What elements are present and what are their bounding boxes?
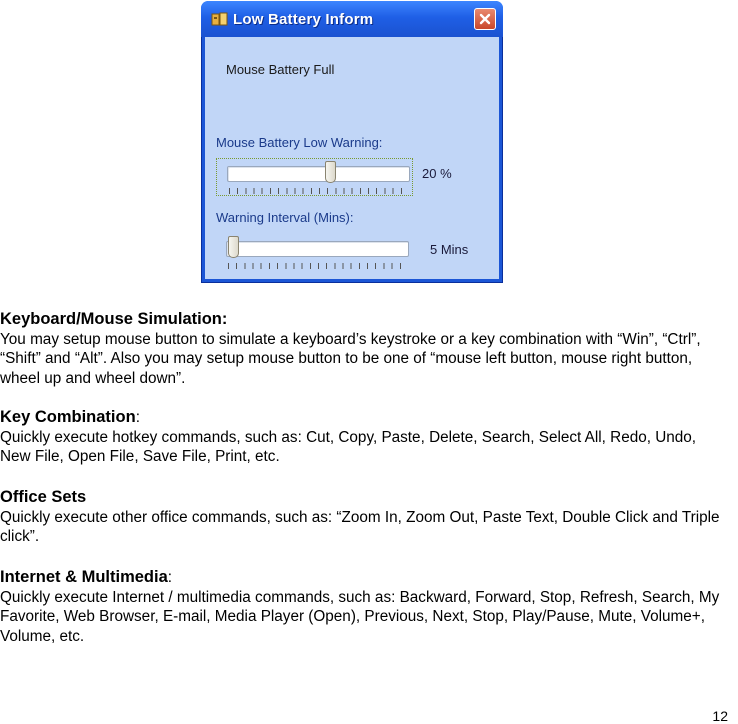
low-warning-label: Mouse Battery Low Warning: bbox=[216, 135, 383, 150]
slider-ticks bbox=[229, 188, 409, 194]
dialog-titlebar[interactable] bbox=[201, 1, 503, 37]
low-warning-value: 20 % bbox=[422, 166, 452, 181]
section-heading: Key Combination bbox=[0, 408, 136, 426]
section-body: Quickly execute Internet / multimedia commands, such as: Backward, Forward, Stop, Refresh, Search, My Favorite, Web Browser, E-mail, Media Player (Open), Previous, Next, Stop, Play/Pause, Mute, Volume+, Volume, etc. bbox=[0, 588, 720, 645]
slider-track bbox=[227, 166, 410, 182]
heading-colon: : bbox=[167, 569, 173, 586]
section-internet-multimedia bbox=[0, 568, 730, 646]
section-body: You may setup mouse button to simulate a keyboard’s keystroke or a key combination with “Win”, “Ctrl”, “Shift” and “Alt”. Also you may setup mouse button to be one of “mouse left button, mouse right button, wheel up and wheel down”. bbox=[0, 330, 701, 387]
close-icon bbox=[479, 13, 491, 25]
section-keyboard-mouse bbox=[0, 310, 730, 388]
app-icon bbox=[211, 12, 229, 26]
interval-value: 5 Mins bbox=[430, 242, 469, 257]
section-key-combination bbox=[0, 408, 730, 467]
heading-colon: : bbox=[135, 409, 140, 426]
interval-label: Warning Interval (Mins): bbox=[216, 210, 354, 225]
section-heading: Keyboard/Mouse Simulation: bbox=[0, 310, 228, 328]
battery-status-text: Mouse Battery Full bbox=[226, 62, 335, 77]
section-heading: Office Sets bbox=[0, 488, 87, 506]
low-battery-dialog bbox=[201, 1, 503, 283]
section-body: Quickly execute hotkey commands, such as: Cut, Copy, Paste, Delete, Search, Select All, Redo, Undo, New File, Open File, Save File, Print, etc. bbox=[0, 428, 697, 465]
slider-thumb[interactable] bbox=[228, 236, 239, 258]
interval-slider[interactable] bbox=[216, 234, 413, 272]
section-office-sets bbox=[0, 488, 730, 547]
dialog-title: Low Battery Inform bbox=[233, 11, 374, 28]
section-heading: Internet & Multimedia bbox=[0, 568, 168, 586]
section-body: Quickly execute other office commands, such as: “Zoom In, Zoom Out, Paste Text, Double Click and Triple click”. bbox=[0, 508, 720, 545]
slider-thumb[interactable] bbox=[325, 161, 336, 183]
low-warning-slider[interactable] bbox=[216, 158, 413, 196]
slider-track bbox=[226, 241, 409, 257]
page-number: 12 bbox=[712, 708, 728, 724]
close-button[interactable] bbox=[474, 8, 496, 30]
slider-ticks bbox=[228, 263, 408, 269]
dialog-client-area bbox=[205, 37, 499, 279]
